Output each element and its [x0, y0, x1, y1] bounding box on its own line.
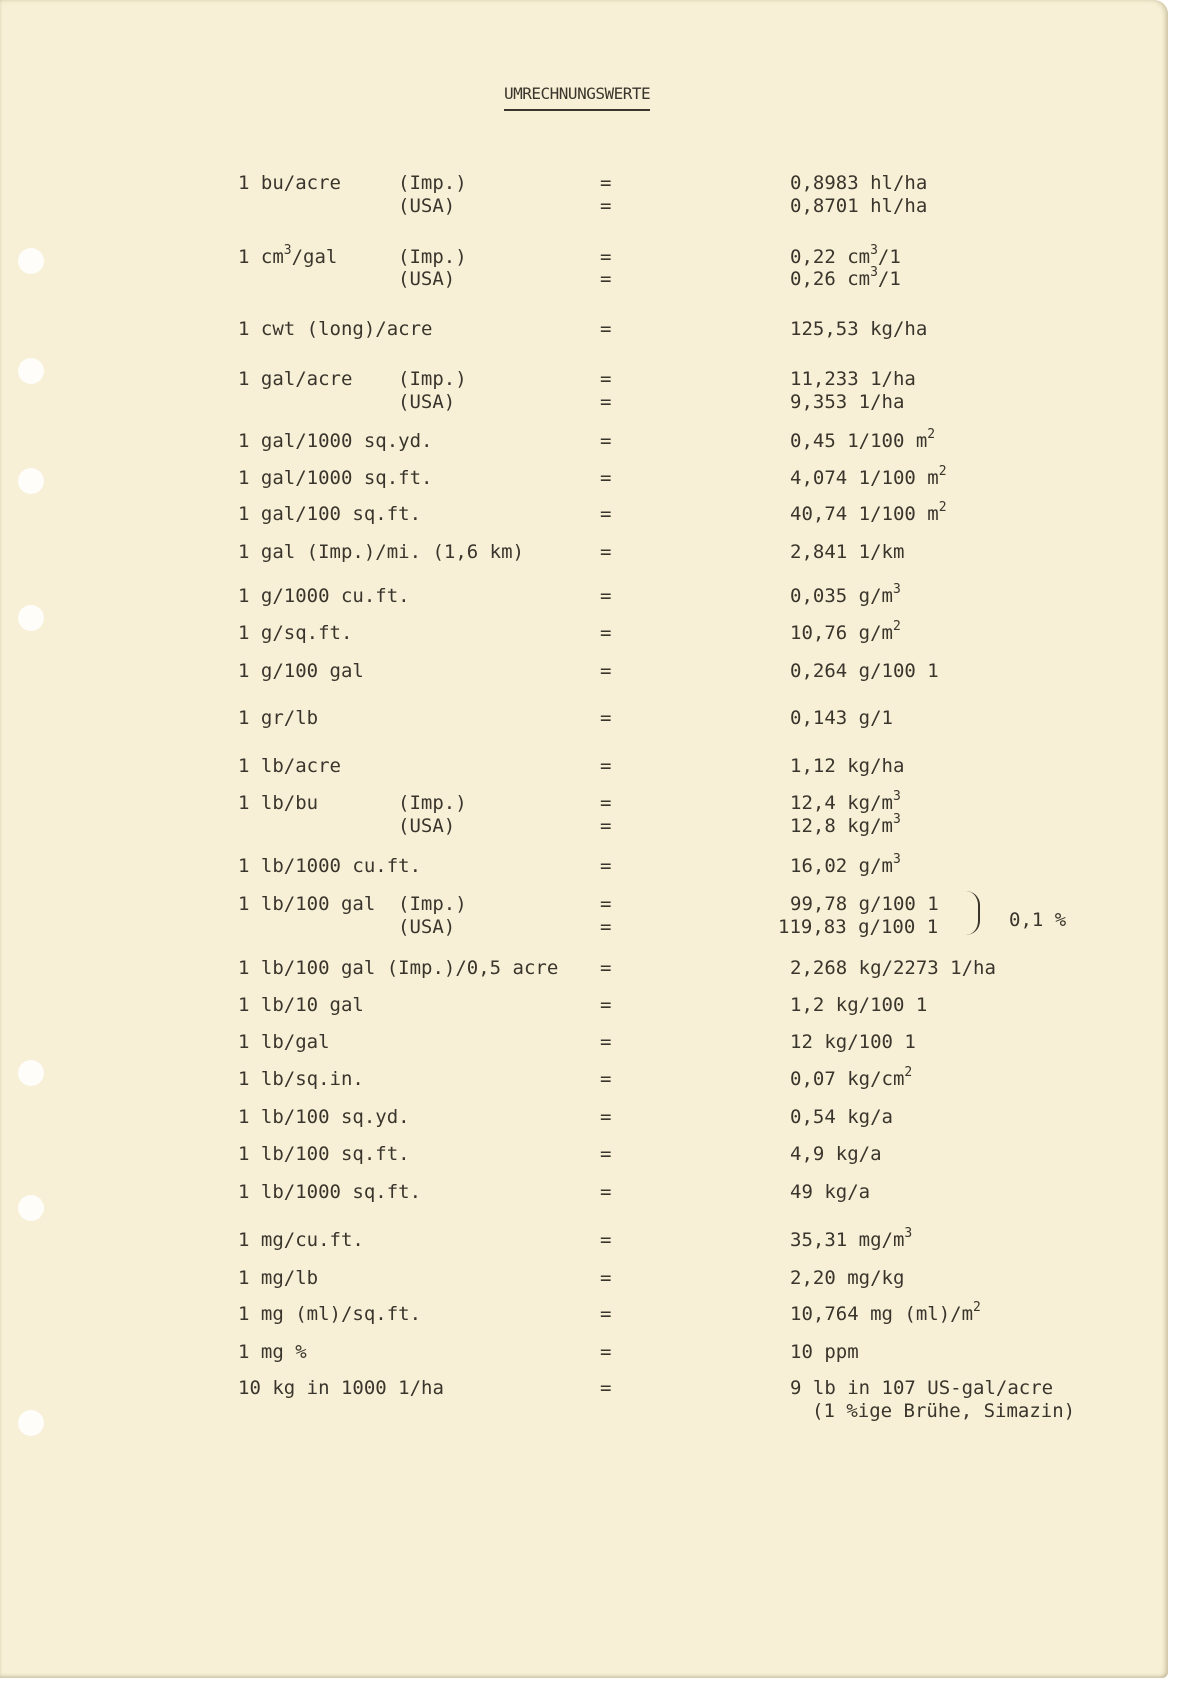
- row-value: 2,841 1/km: [790, 541, 905, 563]
- row-qualifier: (Imp.): [398, 368, 467, 390]
- row-qualifier: (USA): [398, 916, 456, 938]
- row-qualifier: (USA): [398, 195, 456, 217]
- row-value: 12,4 $kg/m^3$: [790, 788, 901, 814]
- row-value: 1,12 kg/ha: [790, 755, 905, 777]
- punch-hole: [18, 1060, 44, 1086]
- equals-sign: =: [600, 585, 612, 607]
- row-qualifier: (USA): [398, 815, 456, 837]
- equals-sign: =: [600, 1229, 612, 1251]
- row-label: 1 lb/100 gal: [238, 893, 376, 915]
- row-label: 1 lb/bu: [238, 792, 319, 814]
- equals-sign: =: [600, 368, 612, 390]
- equals-sign: =: [600, 792, 612, 814]
- curly-brace: [966, 891, 980, 935]
- row-label: 1 lb/100 sq.ft.: [238, 1143, 410, 1165]
- equals-sign: =: [600, 1106, 612, 1128]
- equals-sign: =: [600, 1068, 612, 1090]
- row-label: 1 mg/lb: [238, 1267, 319, 1289]
- punch-hole: [18, 1410, 44, 1436]
- row-label: 1 gal/acre: [238, 368, 353, 390]
- equals-sign: =: [600, 391, 612, 413]
- equals-sign: =: [600, 994, 612, 1016]
- equals-sign: =: [600, 246, 612, 268]
- equals-sign: =: [600, 541, 612, 563]
- row-value: 0,264 g/100 1: [790, 660, 939, 682]
- row-label: 1 mg/cu.ft.: [238, 1229, 364, 1251]
- row-value: 1,2 kg/100 1: [790, 994, 928, 1016]
- equals-sign: =: [600, 1181, 612, 1203]
- equals-sign: =: [600, 755, 612, 777]
- row-label: 1 lb/gal: [238, 1031, 330, 1053]
- row-qualifier: (USA): [398, 268, 456, 290]
- equals-sign: =: [600, 467, 612, 489]
- row-label: 1 lb/1000 cu.ft.: [238, 855, 422, 877]
- row-value: 119,83 g/100 1: [778, 916, 939, 938]
- row-label: 1 gal/1000 sq.yd.: [238, 430, 433, 452]
- row-value: 0,8983 hl/ha: [790, 172, 928, 194]
- row-label: 1 lb/100 sq.yd.: [238, 1106, 410, 1128]
- row-value: 0,8701 hl/ha: [790, 195, 928, 217]
- row-value: 0,54 kg/a: [790, 1106, 893, 1128]
- equals-sign: =: [600, 318, 612, 340]
- equals-sign: =: [600, 707, 612, 729]
- row-value: 10,764 mg $(ml)/m^2$: [790, 1299, 981, 1325]
- row-value: 0,143 g/1: [790, 707, 893, 729]
- row-label: 1 cwt (long)/acre: [238, 318, 433, 340]
- row-label: 1 lb/acre: [238, 755, 341, 777]
- row-value: 49 kg/a: [790, 1181, 871, 1203]
- row-label: 1 $cm^3$/gal: [238, 242, 338, 268]
- punch-hole: [18, 1195, 44, 1221]
- row-value: 2,268 kg/2273 1/ha: [790, 957, 996, 979]
- row-value: 9,353 1/ha: [790, 391, 905, 413]
- row-value: 9 lb in 107 US-gal/acre: [790, 1377, 1054, 1399]
- row-label: 1 lb/1000 sq.ft.: [238, 1181, 422, 1203]
- punch-hole: [18, 468, 44, 494]
- row-label: 1 g/1000 cu.ft.: [238, 585, 410, 607]
- equals-sign: =: [600, 660, 612, 682]
- equals-sign: =: [600, 172, 612, 194]
- equals-sign: =: [600, 893, 612, 915]
- row-value: 4,074 1/100 $m^2$: [790, 463, 947, 489]
- row-qualifier: (Imp.): [398, 172, 467, 194]
- page-title: UMRECHNUNGSWERTE: [504, 84, 650, 111]
- equals-sign: =: [600, 1341, 612, 1363]
- punch-hole: [18, 605, 44, 631]
- row-value: 12 kg/100 1: [790, 1031, 916, 1053]
- punch-hole: [18, 358, 44, 384]
- row-value: 10 ppm: [790, 1341, 859, 1363]
- row-value: 40,74 1/100 $m^2$: [790, 499, 947, 525]
- row-value: 99,78 g/100 1: [790, 893, 939, 915]
- row-label: 1 lb/100 gal (Imp.)/0,5 acre: [238, 957, 559, 979]
- row-value: 0,07 $kg/cm^2$: [790, 1064, 913, 1090]
- equals-sign: =: [600, 855, 612, 877]
- equals-sign: =: [600, 268, 612, 290]
- punch-hole: [18, 248, 44, 274]
- equals-sign: =: [600, 195, 612, 217]
- equals-sign: =: [600, 957, 612, 979]
- row-value: 2,20 mg/kg: [790, 1267, 905, 1289]
- row-label: 1 bu/acre: [238, 172, 341, 194]
- row-value: 12,8 $kg/m^3$: [790, 811, 901, 837]
- equals-sign: =: [600, 815, 612, 837]
- equals-sign: =: [600, 1303, 612, 1325]
- row-label: 10 kg in 1000 1/ha: [238, 1377, 444, 1399]
- equals-sign: =: [600, 1377, 612, 1399]
- row-label: 1 mg %: [238, 1341, 307, 1363]
- row-label: 1 gal/1000 sq.ft.: [238, 467, 433, 489]
- brace-note: 0,1 %: [1009, 909, 1067, 931]
- row-value: 11,233 1/ha: [790, 368, 916, 390]
- row-value: (1 %ige Brühe, Simazin): [812, 1400, 1076, 1422]
- row-value: 35,31 $mg/m^3$: [790, 1225, 913, 1251]
- equals-sign: =: [600, 430, 612, 452]
- row-qualifier: (Imp.): [398, 792, 467, 814]
- row-label: 1 lb/10 gal: [238, 994, 364, 1016]
- row-value: 10,76 $g/m^2$: [790, 618, 901, 644]
- row-label: 1 gr/lb: [238, 707, 319, 729]
- row-label: 1 gal/100 sq.ft.: [238, 503, 422, 525]
- row-qualifier: (Imp.): [398, 246, 467, 268]
- row-label: 1 lb/sq.in.: [238, 1068, 364, 1090]
- row-value: 0,26 $cm^3/1$: [790, 264, 901, 290]
- equals-sign: =: [600, 1143, 612, 1165]
- equals-sign: =: [600, 503, 612, 525]
- row-value: 16,02 $g/m^3$: [790, 851, 901, 877]
- row-qualifier: (USA): [398, 391, 456, 413]
- equals-sign: =: [600, 1031, 612, 1053]
- row-label: 1 g/sq.ft.: [238, 622, 353, 644]
- equals-sign: =: [600, 916, 612, 938]
- equals-sign: =: [600, 622, 612, 644]
- row-label: 1 gal (Imp.)/mi. (1,6 km): [238, 541, 524, 563]
- row-label: 1 mg (ml)/sq.ft.: [238, 1303, 422, 1325]
- row-value: 4,9 kg/a: [790, 1143, 882, 1165]
- row-label: 1 g/100 gal: [238, 660, 364, 682]
- equals-sign: =: [600, 1267, 612, 1289]
- row-value: 0,035 $g/m^3$: [790, 581, 901, 607]
- row-value: 125,53 kg/ha: [790, 318, 928, 340]
- row-value: 0,45 1/100 $m^2$: [790, 426, 936, 452]
- row-qualifier: (Imp.): [398, 893, 467, 915]
- row-value: 0,22 $cm^3/1$: [790, 242, 901, 268]
